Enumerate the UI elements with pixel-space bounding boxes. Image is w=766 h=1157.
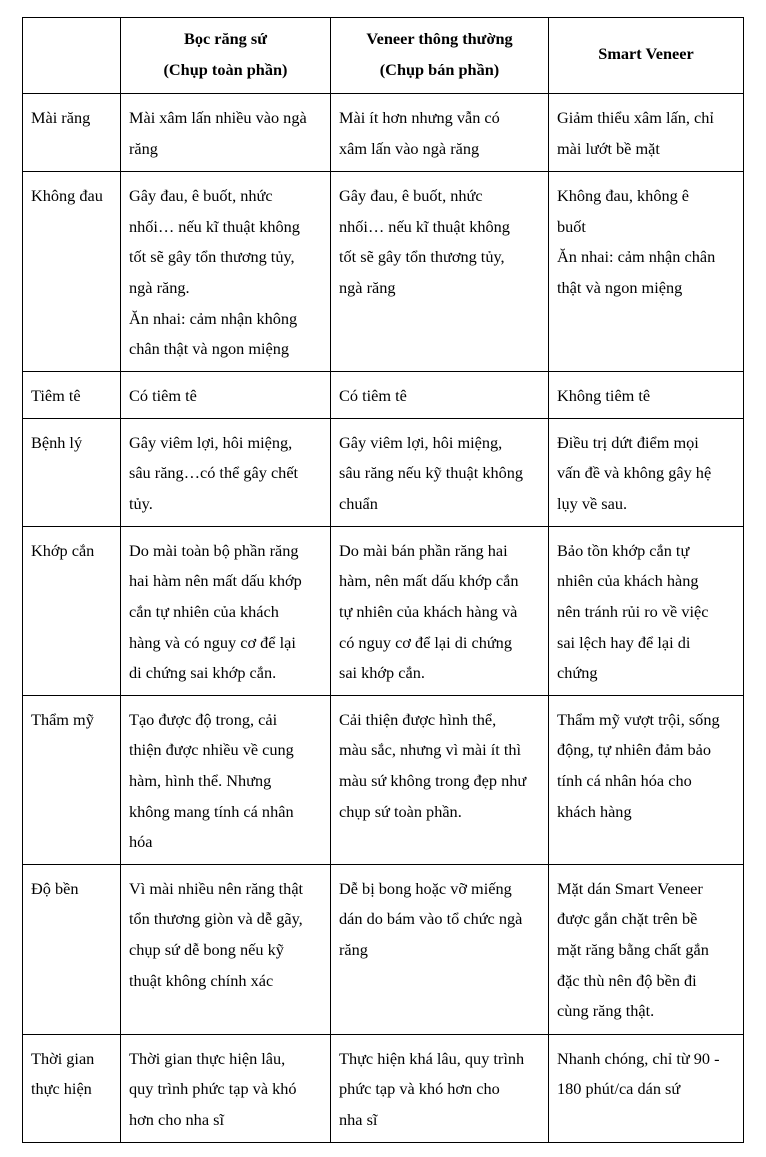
header-line: Veneer thông thường	[366, 29, 513, 48]
cell-line: vấn đề và không gây hệ	[557, 463, 712, 483]
cell-line: được gắn chặt trên bề	[557, 909, 698, 929]
cell-line: răng	[129, 138, 158, 158]
criterion-cell	[23, 526, 121, 695]
header-row	[23, 18, 744, 94]
regular-veneer-cell	[331, 1034, 549, 1142]
cell-line: mài lướt bề mặt	[557, 138, 660, 158]
criterion-cell	[23, 94, 121, 172]
table-row	[23, 526, 744, 695]
cell-line: phức tạp và khó hơn cho	[339, 1079, 500, 1099]
criterion-line: Thẩm mỹ	[31, 709, 94, 729]
cell-line: có nguy cơ để lại di chứng	[339, 632, 512, 652]
cell-line: dán do bám vào tổ chức ngà	[339, 909, 523, 929]
cell-line: tốt sẽ gây tổn thương tủy,	[339, 247, 505, 267]
criterion-cell	[23, 1034, 121, 1142]
criterion-cell	[23, 864, 121, 1034]
cell-line: Ăn nhai: cảm nhận không	[129, 308, 298, 328]
header-line: Smart Veneer	[598, 44, 694, 64]
smart-veneer-cell	[549, 172, 744, 372]
cell-line: Do mài toàn bộ phần răng	[129, 540, 299, 560]
criterion-line: thực hiện	[31, 1079, 92, 1099]
cell-line: Nhanh chóng, chỉ từ 90 -	[557, 1048, 720, 1068]
smart-veneer-cell	[549, 371, 744, 418]
cell-line: chụp sứ dễ bong nếu kỹ	[129, 939, 284, 959]
criterion-line: Thời gian	[31, 1048, 95, 1068]
cell-line: Bảo tồn khớp cắn tự	[557, 540, 690, 560]
cell-line: Tạo được độ trong, cải	[129, 709, 278, 729]
cell-line: Gây viêm lợi, hôi miệng,	[129, 432, 293, 452]
smart-veneer-cell	[549, 94, 744, 172]
header-smart-veneer	[549, 18, 744, 94]
smart-veneer-cell	[549, 1034, 744, 1142]
criterion-line: Bệnh lý	[31, 432, 83, 452]
cell-line: nhối… nếu kĩ thuật không	[339, 216, 510, 236]
cell-line: Không đau, không ê	[557, 186, 690, 206]
full-crown-cell	[121, 526, 331, 695]
smart-veneer-cell	[549, 695, 744, 864]
cell-line: tốt sẽ gây tổn thương tủy,	[129, 247, 295, 267]
cell-line: cắn tự nhiên của khách	[129, 601, 279, 621]
table-row	[23, 371, 744, 418]
criterion-line: Không đau	[31, 186, 103, 206]
cell-line: chụp sứ toàn phần.	[339, 801, 462, 821]
cell-line: nha sĩ	[339, 1109, 378, 1129]
header-line: (Chụp bán phần)	[379, 59, 500, 79]
criterion-line: Khớp cắn	[31, 540, 95, 560]
cell-line: nhiên của khách hàng	[557, 571, 699, 591]
cell-line: sai khớp cắn.	[339, 663, 425, 683]
header-full-crown	[121, 18, 331, 94]
cell-line: hàm, nên mất dấu khớp cắn	[339, 571, 519, 591]
cell-line: mặt răng bằng chất gắn	[557, 939, 709, 959]
full-crown-cell	[121, 418, 331, 526]
cell-line: Giảm thiểu xâm lấn, chỉ	[557, 108, 714, 128]
cell-line: nhối… nếu kĩ thuật không	[129, 216, 300, 236]
full-crown-cell	[121, 94, 331, 172]
cell-line: tính cá nhân hóa cho	[557, 770, 692, 790]
cell-line: thiện được nhiều về cung	[129, 740, 294, 760]
cell-line: Cải thiện được hình thể,	[339, 709, 497, 729]
criterion-line: Độ bền	[31, 878, 79, 898]
smart-veneer-cell	[549, 864, 744, 1034]
cell-line: đặc thù nên độ bền đi	[557, 970, 697, 990]
cell-line: Thời gian thực hiện lâu,	[129, 1048, 286, 1068]
cell-line: chuẩn	[339, 493, 378, 513]
regular-veneer-cell	[331, 418, 549, 526]
cell-line: động, tự nhiên đảm bảo	[557, 740, 711, 760]
table-row	[23, 864, 744, 1034]
cell-line: chứng	[557, 663, 598, 683]
cell-line: Thẩm mỹ vượt trội, sống	[557, 709, 720, 729]
regular-veneer-cell	[331, 172, 549, 372]
cell-line: Vì mài nhiều nên răng thật	[129, 878, 304, 898]
cell-line: buốt	[557, 216, 586, 236]
table-row	[23, 172, 744, 372]
table-row	[23, 1034, 744, 1142]
cell-line: Dễ bị bong hoặc vỡ miếng	[339, 878, 512, 898]
comparison-table	[22, 17, 744, 1143]
cell-line: sai lệch hay để lại di	[557, 632, 691, 652]
cell-line: xâm lấn vào ngà răng	[339, 138, 480, 158]
cell-line: ngà răng.	[129, 277, 190, 297]
table-row	[23, 418, 744, 526]
criterion-line: Tiêm tê	[31, 385, 81, 405]
cell-line: nên tránh rủi ro về việc	[557, 601, 709, 621]
full-crown-cell	[121, 172, 331, 372]
cell-line: tủy.	[129, 493, 153, 513]
cell-line: hàng và có nguy cơ để lại	[129, 632, 296, 652]
criterion-cell	[23, 418, 121, 526]
cell-line: hàm, hình thể. Nhưng	[129, 770, 272, 790]
regular-veneer-cell	[331, 864, 549, 1034]
header-line: (Chụp toàn phần)	[163, 59, 288, 79]
cell-line: Thực hiện khá lâu, quy trình	[339, 1048, 525, 1068]
cell-line: hơn cho nha sĩ	[129, 1109, 224, 1129]
cell-line: khách hàng	[557, 801, 632, 821]
table-row	[23, 94, 744, 172]
cell-line: lụy về sau.	[557, 493, 628, 513]
cell-line: thật và ngon miệng	[557, 277, 683, 297]
cell-line: tự nhiên của khách hàng và	[339, 601, 518, 621]
cell-line: Có tiêm tê	[339, 385, 407, 405]
cell-line: 180 phút/ca dán sứ	[557, 1079, 681, 1099]
header-line: Bọc răng sứ	[183, 29, 268, 48]
full-crown-cell	[121, 864, 331, 1034]
criterion-cell	[23, 695, 121, 864]
full-crown-cell	[121, 1034, 331, 1142]
full-crown-cell	[121, 695, 331, 864]
cell-line: hóa	[129, 832, 153, 852]
regular-veneer-cell	[331, 371, 549, 418]
header-regular-veneer	[331, 18, 549, 94]
cell-line: Gây đau, ê buốt, nhức	[339, 186, 483, 206]
cell-line: ngà răng	[339, 277, 396, 297]
cell-line: sâu răng nếu kỹ thuật không	[339, 463, 524, 483]
regular-veneer-cell	[331, 94, 549, 172]
criterion-line: Mài răng	[31, 108, 91, 128]
cell-line: quy trình phức tạp và khó	[129, 1079, 297, 1099]
header-criterion	[23, 18, 121, 94]
cell-line: răng	[339, 939, 368, 959]
smart-veneer-cell	[549, 526, 744, 695]
cell-line: Mặt dán Smart Veneer	[557, 878, 703, 898]
regular-veneer-cell	[331, 526, 549, 695]
cell-line: Do mài bán phần răng hai	[339, 540, 508, 560]
cell-line: màu sứ không trong đẹp như	[339, 770, 527, 790]
table-row	[23, 695, 744, 864]
cell-line: Mài xâm lấn nhiều vào ngà	[129, 108, 307, 128]
cell-line: Điều trị dứt điểm mọi	[557, 432, 699, 452]
cell-line: sâu răng…có thể gây chết	[129, 463, 299, 483]
cell-line: Mài ít hơn nhưng vẫn có	[339, 108, 500, 128]
cell-line: màu sắc, nhưng vì mài ít thì	[339, 740, 522, 760]
regular-veneer-cell	[331, 695, 549, 864]
cell-line: chân thật và ngon miệng	[129, 339, 290, 359]
table-body	[23, 94, 744, 1143]
criterion-cell	[23, 172, 121, 372]
cell-line: thuật không chính xác	[129, 970, 274, 990]
full-crown-cell	[121, 371, 331, 418]
cell-line: Gây viêm lợi, hôi miệng,	[339, 432, 503, 452]
cell-line: tổn thương giòn và dễ gãy,	[129, 909, 303, 929]
cell-line: Ăn nhai: cảm nhận chân	[557, 247, 716, 267]
criterion-cell	[23, 371, 121, 418]
cell-line: di chứng sai khớp cắn.	[129, 663, 277, 683]
cell-line: cùng răng thật.	[557, 1001, 655, 1021]
cell-line: không mang tính cá nhân	[129, 801, 294, 821]
cell-line: hai hàm nên mất dấu khớp	[129, 571, 302, 591]
cell-line: Gây đau, ê buốt, nhức	[129, 186, 273, 206]
cell-line: Có tiêm tê	[129, 385, 197, 405]
smart-veneer-cell	[549, 418, 744, 526]
cell-line: Không tiêm tê	[557, 385, 651, 405]
